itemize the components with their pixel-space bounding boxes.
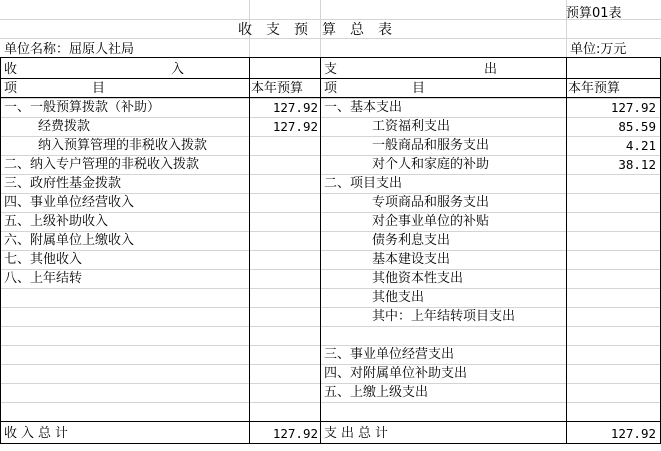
expense-label: 五、上缴上级支出 [324, 385, 429, 400]
income-total-value: 127.92 [272, 426, 318, 441]
expense-label: 对个人和家庭的补助 [372, 157, 490, 172]
income-label: 纳入预算管理的非税收入拨款 [38, 138, 208, 153]
income-label: 四、事业单位经营收入 [4, 195, 135, 210]
expense-label: 专项商品和服务支出 [372, 195, 490, 210]
expense-label: 四、对附属单位补助支出 [324, 366, 468, 381]
form-number: 预算01表 [566, 6, 622, 21]
header-income: 收 [4, 62, 18, 77]
header-exp-item: 项 [324, 81, 338, 96]
income-label: 经费拨款 [38, 119, 91, 134]
header-item: 项 [4, 81, 18, 96]
expense-label: 其他支出 [372, 290, 425, 305]
income-value: 127.92 [272, 119, 318, 134]
expense-total-label: 支出总计 [324, 426, 393, 441]
sheet-title: 收支预算总表 [238, 22, 406, 38]
expense-label: 二、项目支出 [324, 176, 403, 191]
expense-label: 对企事业单位的补贴 [372, 214, 490, 229]
header-exp-budget: 本年预算 [568, 81, 621, 96]
header-budget: 本年预算 [251, 81, 304, 96]
expense-value: 38.12 [618, 157, 656, 172]
income-label: 一、一般预算拨款（补助） [4, 100, 161, 115]
header-income-2: 入 [171, 62, 185, 77]
expense-label: 其他资本性支出 [372, 271, 464, 286]
income-total-label: 收入总计 [4, 426, 73, 441]
income-label: 七、其他收入 [4, 252, 83, 267]
unit-name: 单位名称：屈原人社局 [4, 42, 135, 57]
expense-value: 4.21 [625, 138, 656, 153]
income-label: 三、政府性基金拨款 [4, 176, 122, 191]
unit-label: 单位:万元 [570, 42, 627, 57]
expense-label: 一般商品和服务支出 [372, 138, 490, 153]
expense-value: 85.59 [618, 119, 656, 134]
header-expense: 支 [324, 62, 338, 77]
header-expense-2: 出 [484, 62, 498, 77]
header-exp-item-2: 目 [412, 81, 426, 96]
income-label: 六、附属单位上缴收入 [4, 233, 135, 248]
expense-label: 工资福利支出 [372, 119, 451, 134]
income-label: 二、纳入专户管理的非税收入拨款 [4, 157, 200, 172]
header-item-2: 目 [92, 81, 106, 96]
income-label: 八、上年结转 [4, 271, 83, 286]
expense-label: 三、事业单位经营支出 [324, 347, 455, 362]
expense-label: 债务利息支出 [372, 233, 451, 248]
expense-label: 一、基本支出 [324, 100, 403, 115]
expense-total-value: 127.92 [610, 426, 656, 441]
income-value: 127.92 [272, 100, 318, 115]
income-label: 五、上级补助收入 [4, 214, 109, 229]
expense-label: 基本建设支出 [372, 252, 451, 267]
expense-label: 其中：上年结转项目支出 [372, 309, 516, 324]
expense-value: 127.92 [610, 100, 656, 115]
